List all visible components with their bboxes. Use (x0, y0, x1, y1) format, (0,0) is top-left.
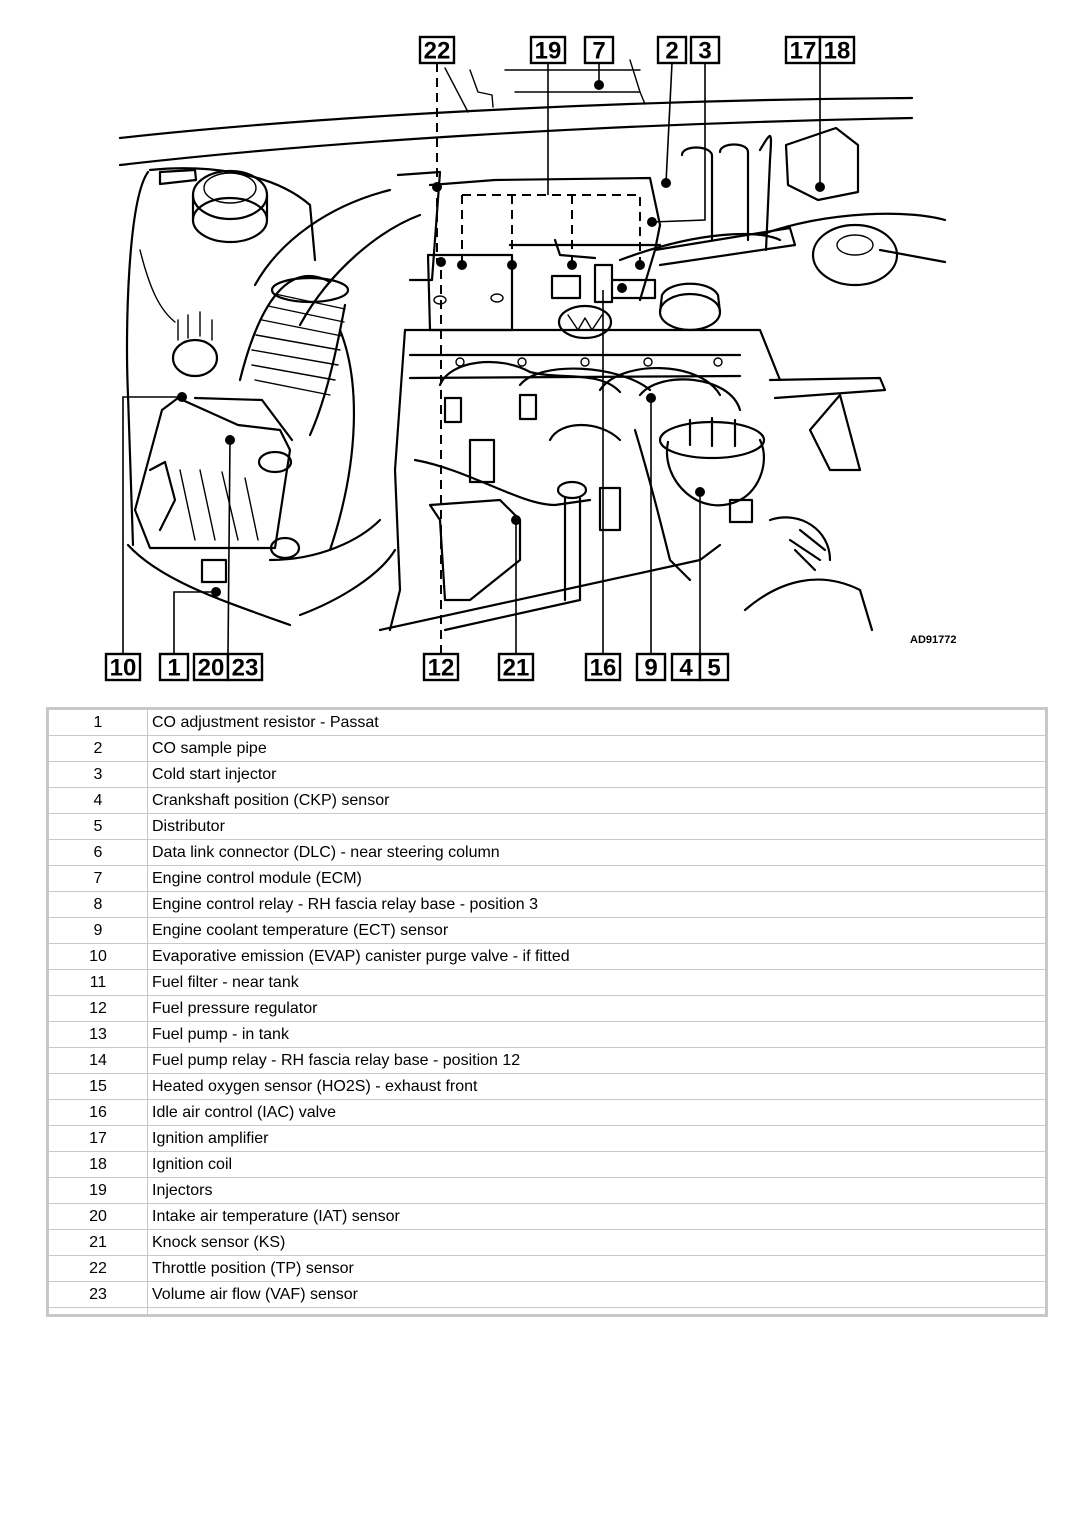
legend-number: 11 (49, 970, 148, 996)
svg-text:18: 18 (823, 37, 851, 65)
legend-number: 20 (49, 1204, 148, 1230)
callout-19 (531, 37, 565, 65)
legend-number: 4 (49, 788, 148, 814)
svg-text:16: 16 (589, 654, 617, 682)
legend-description: CO adjustment resistor - Passat (148, 710, 1046, 736)
callout-1 (160, 654, 188, 682)
callout-4 (672, 654, 700, 682)
legend-description: Fuel pump - in tank (148, 1022, 1046, 1048)
legend-number: 18 (49, 1152, 148, 1178)
callout-20 (194, 654, 228, 682)
legend-description: Cold start injector (148, 762, 1046, 788)
legend-spacer-cell (49, 1308, 148, 1315)
legend-number: 16 (49, 1100, 148, 1126)
legend-number: 7 (49, 866, 148, 892)
legend-row (49, 1100, 1046, 1126)
callout-10 (106, 654, 140, 682)
callout-22 (420, 37, 454, 65)
legend-description: Evaporative emission (EVAP) canister purge valve - if fitted (148, 944, 1046, 970)
callout-5 (700, 654, 728, 682)
legend-number: 19 (49, 1178, 148, 1204)
legend-description: Knock sensor (KS) (148, 1230, 1046, 1256)
legend-description: Ignition amplifier (148, 1126, 1046, 1152)
svg-text:7: 7 (592, 37, 606, 65)
svg-text:19: 19 (534, 37, 562, 65)
legend-row (49, 1022, 1046, 1048)
legend-row (49, 996, 1046, 1022)
legend-number: 5 (49, 814, 148, 840)
callout-21 (499, 654, 533, 682)
svg-text:3: 3 (698, 37, 712, 65)
legend-body (49, 710, 1046, 1315)
legend-description: Engine control relay - RH fascia relay base - position 3 (148, 892, 1046, 918)
engine-illustration (120, 60, 945, 630)
legend-number: 6 (49, 840, 148, 866)
svg-text:2: 2 (665, 37, 679, 65)
legend-description: Data link connector (DLC) - near steering column (148, 840, 1046, 866)
svg-text:23: 23 (231, 654, 259, 682)
legend-number: 13 (49, 1022, 148, 1048)
legend-row (49, 892, 1046, 918)
legend-row (49, 1256, 1046, 1282)
legend-number: 22 (49, 1256, 148, 1282)
callout-17 (786, 37, 820, 65)
legend-number: 8 (49, 892, 148, 918)
legend-row (49, 814, 1046, 840)
legend-row (49, 944, 1046, 970)
legend-number: 15 (49, 1074, 148, 1100)
legend-description: Fuel pump relay - RH fascia relay base - position 12 (148, 1048, 1046, 1074)
svg-text:20: 20 (197, 654, 225, 682)
legend-row (49, 1178, 1046, 1204)
legend-number: 1 (49, 710, 148, 736)
legend-number: 14 (49, 1048, 148, 1074)
legend-table (48, 709, 1046, 1315)
legend-row (49, 710, 1046, 736)
legend-number: 3 (49, 762, 148, 788)
svg-text:22: 22 (423, 37, 451, 65)
legend-row (49, 788, 1046, 814)
legend-description: CO sample pipe (148, 736, 1046, 762)
legend-number: 10 (49, 944, 148, 970)
legend-row (49, 840, 1046, 866)
legend-row (49, 736, 1046, 762)
legend-number: 21 (49, 1230, 148, 1256)
svg-text:9: 9 (644, 654, 658, 682)
legend-spacer-cell (148, 1308, 1046, 1315)
callout-12 (424, 654, 458, 682)
legend-description: Idle air control (IAC) valve (148, 1100, 1046, 1126)
callout-9 (637, 654, 665, 682)
legend-number: 12 (49, 996, 148, 1022)
engine-bay-diagram (0, 0, 1075, 700)
legend-spacer-row (49, 1308, 1046, 1315)
callout-2 (658, 37, 686, 65)
legend-description: Fuel pressure regulator (148, 996, 1046, 1022)
legend-description: Engine coolant temperature (ECT) sensor (148, 918, 1046, 944)
svg-text:21: 21 (502, 654, 530, 682)
callout-7 (585, 37, 613, 65)
svg-text:12: 12 (427, 654, 455, 682)
legend-row (49, 1048, 1046, 1074)
legend-row (49, 866, 1046, 892)
callout-23 (228, 654, 262, 682)
legend-description: Intake air temperature (IAT) sensor (148, 1204, 1046, 1230)
legend-row (49, 762, 1046, 788)
svg-text:4: 4 (679, 654, 693, 682)
component-legend (46, 707, 1048, 1317)
legend-description: Ignition coil (148, 1152, 1046, 1178)
legend-number: 23 (49, 1282, 148, 1308)
legend-row (49, 1230, 1046, 1256)
legend-row (49, 1074, 1046, 1100)
callout-18 (820, 37, 854, 65)
legend-description: Fuel filter - near tank (148, 970, 1046, 996)
legend-description: Throttle position (TP) sensor (148, 1256, 1046, 1282)
legend-row (49, 1282, 1046, 1308)
legend-description: Heated oxygen sensor (HO2S) - exhaust front (148, 1074, 1046, 1100)
diagram-reference-code: AD91772 (910, 634, 957, 646)
legend-row (49, 1152, 1046, 1178)
legend-number: 17 (49, 1126, 148, 1152)
legend-description: Volume air flow (VAF) sensor (148, 1282, 1046, 1308)
callout-3 (691, 37, 719, 65)
legend-description: Engine control module (ECM) (148, 866, 1046, 892)
legend-row (49, 1126, 1046, 1152)
legend-number: 9 (49, 918, 148, 944)
legend-row (49, 918, 1046, 944)
legend-row (49, 970, 1046, 996)
callout-16 (586, 654, 620, 682)
svg-text:1: 1 (167, 654, 181, 682)
legend-description: Crankshaft position (CKP) sensor (148, 788, 1046, 814)
svg-text:5: 5 (707, 654, 721, 682)
legend-number: 2 (49, 736, 148, 762)
svg-text:17: 17 (789, 37, 817, 65)
svg-text:10: 10 (109, 654, 137, 682)
legend-description: Distributor (148, 814, 1046, 840)
legend-description: Injectors (148, 1178, 1046, 1204)
legend-row (49, 1204, 1046, 1230)
